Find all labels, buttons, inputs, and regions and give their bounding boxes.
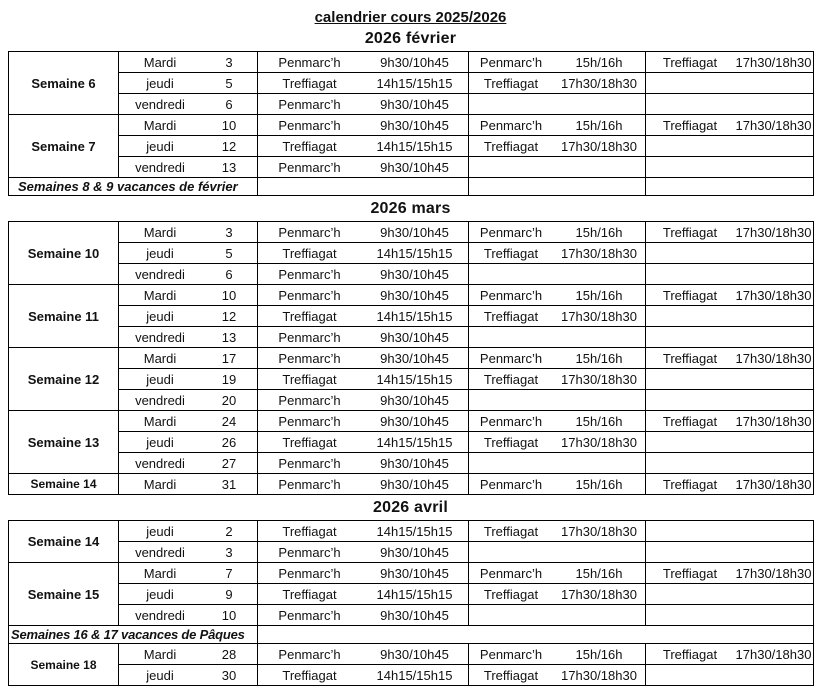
location-cell <box>646 432 734 453</box>
time-cell: 14h15/15h15 <box>361 521 469 542</box>
table-row <box>9 390 814 411</box>
table-row <box>9 432 814 453</box>
table-row <box>9 348 814 369</box>
location-cell <box>646 453 734 474</box>
day-cell: jeudi <box>119 136 201 157</box>
month-table <box>8 221 814 495</box>
day-cell: Mardi <box>119 474 201 495</box>
empty-cell <box>258 178 469 196</box>
location-cell: Treffiagat <box>258 432 361 453</box>
location-cell: Penmarc’h <box>258 390 361 411</box>
vacation-row <box>9 626 814 644</box>
time-cell: 17h30/18h30 <box>553 432 646 453</box>
location-cell: Penmarc’h <box>469 115 553 136</box>
date-cell: 6 <box>201 264 258 285</box>
location-cell: Treffiagat <box>646 348 734 369</box>
time-cell: 17h30/18h30 <box>734 285 814 306</box>
time-cell: 14h15/15h15 <box>361 432 469 453</box>
date-cell: 10 <box>201 605 258 626</box>
time-cell <box>734 521 814 542</box>
location-cell: Treffiagat <box>258 369 361 390</box>
table-row <box>9 521 814 542</box>
time-cell: 17h30/18h30 <box>734 222 814 243</box>
day-cell: Mardi <box>119 644 201 665</box>
day-cell: vendredi <box>119 453 201 474</box>
week-label-cell: Semaine 12 <box>9 348 119 411</box>
date-cell: 3 <box>201 52 258 73</box>
location-cell <box>469 94 553 115</box>
time-cell <box>734 605 814 626</box>
vacation-row <box>9 178 814 196</box>
time-cell: 17h30/18h30 <box>553 665 646 686</box>
location-cell: Treffiagat <box>646 644 734 665</box>
location-cell: Penmarc’h <box>258 563 361 584</box>
date-cell: 9 <box>201 584 258 605</box>
week-label-cell: Semaine 7 <box>9 115 119 178</box>
table-row <box>9 52 814 73</box>
day-cell: vendredi <box>119 390 201 411</box>
location-cell: Penmarc’h <box>469 411 553 432</box>
location-cell: Penmarc’h <box>258 157 361 178</box>
location-cell <box>646 306 734 327</box>
week-label-cell: Semaine 18 <box>9 644 119 686</box>
time-cell <box>734 542 814 563</box>
date-cell: 10 <box>201 285 258 306</box>
day-cell: vendredi <box>119 157 201 178</box>
location-cell: Treffiagat <box>646 222 734 243</box>
day-cell: jeudi <box>119 521 201 542</box>
time-cell: 9h30/10h45 <box>361 327 469 348</box>
table-row <box>9 136 814 157</box>
location-cell <box>646 73 734 94</box>
time-cell <box>734 432 814 453</box>
time-cell <box>553 327 646 348</box>
week-label-cell: Semaine 10 <box>9 222 119 285</box>
date-cell: 26 <box>201 432 258 453</box>
location-cell <box>469 327 553 348</box>
date-cell: 3 <box>201 222 258 243</box>
location-cell: Penmarc’h <box>258 542 361 563</box>
day-cell: Mardi <box>119 52 201 73</box>
day-cell: Mardi <box>119 115 201 136</box>
time-cell: 17h30/18h30 <box>553 136 646 157</box>
date-cell: 13 <box>201 157 258 178</box>
time-cell <box>553 264 646 285</box>
time-cell: 17h30/18h30 <box>553 243 646 264</box>
day-cell: jeudi <box>119 306 201 327</box>
table-row <box>9 369 814 390</box>
location-cell: Penmarc’h <box>469 52 553 73</box>
table-row <box>9 644 814 665</box>
day-cell: vendredi <box>119 327 201 348</box>
day-cell: Mardi <box>119 411 201 432</box>
time-cell: 9h30/10h45 <box>361 348 469 369</box>
time-cell: 9h30/10h45 <box>361 285 469 306</box>
location-cell: Treffiagat <box>258 521 361 542</box>
table-row <box>9 563 814 584</box>
time-cell <box>553 94 646 115</box>
location-cell <box>646 243 734 264</box>
table-row <box>9 327 814 348</box>
location-cell: Penmarc’h <box>469 285 553 306</box>
time-cell <box>734 369 814 390</box>
location-cell: Penmarc’h <box>258 453 361 474</box>
location-cell <box>469 264 553 285</box>
location-cell: Penmarc’h <box>258 474 361 495</box>
week-label-cell: Semaine 14 <box>9 474 119 495</box>
time-cell: 9h30/10h45 <box>361 264 469 285</box>
day-cell: Mardi <box>119 222 201 243</box>
time-cell <box>734 306 814 327</box>
time-cell: 15h/16h <box>553 563 646 584</box>
location-cell: Penmarc’h <box>258 285 361 306</box>
time-cell: 14h15/15h15 <box>361 306 469 327</box>
table-row <box>9 222 814 243</box>
time-cell <box>734 665 814 686</box>
empty-cell <box>469 178 646 196</box>
time-cell: 9h30/10h45 <box>361 52 469 73</box>
location-cell: Penmarc’h <box>258 348 361 369</box>
location-cell: Penmarc’h <box>258 52 361 73</box>
month-table <box>8 520 814 686</box>
vacation-note-cell: Semaines 8 & 9 vacances de février <box>9 178 258 196</box>
location-cell: Treffiagat <box>469 243 553 264</box>
week-label-cell: Semaine 13 <box>9 411 119 474</box>
day-cell: jeudi <box>119 73 201 94</box>
date-cell: 3 <box>201 542 258 563</box>
location-cell <box>646 136 734 157</box>
time-cell: 15h/16h <box>553 115 646 136</box>
location-cell <box>646 369 734 390</box>
location-cell: Penmarc’h <box>258 327 361 348</box>
location-cell: Treffiagat <box>646 563 734 584</box>
date-cell: 2 <box>201 521 258 542</box>
location-cell: Penmarc’h <box>258 411 361 432</box>
location-cell: Treffiagat <box>469 306 553 327</box>
location-cell: Treffiagat <box>469 73 553 94</box>
day-cell: jeudi <box>119 369 201 390</box>
time-cell: 17h30/18h30 <box>734 474 814 495</box>
date-cell: 24 <box>201 411 258 432</box>
month-heading: 2026 février <box>364 30 457 47</box>
location-cell <box>469 605 553 626</box>
location-cell <box>646 521 734 542</box>
time-cell: 17h30/18h30 <box>734 563 814 584</box>
time-cell: 17h30/18h30 <box>553 369 646 390</box>
time-cell: 9h30/10h45 <box>361 222 469 243</box>
table-row <box>9 157 814 178</box>
location-cell: Penmarc’h <box>469 222 553 243</box>
location-cell <box>469 542 553 563</box>
date-cell: 6 <box>201 94 258 115</box>
location-cell <box>646 157 734 178</box>
location-cell <box>646 542 734 563</box>
time-cell: 17h30/18h30 <box>734 644 814 665</box>
location-cell: Treffiagat <box>469 665 553 686</box>
time-cell: 14h15/15h15 <box>361 73 469 94</box>
day-cell: vendredi <box>119 542 201 563</box>
table-row <box>9 474 814 495</box>
time-cell <box>734 136 814 157</box>
location-cell <box>646 264 734 285</box>
time-cell: 17h30/18h30 <box>553 521 646 542</box>
location-cell <box>469 157 553 178</box>
day-cell: jeudi <box>119 584 201 605</box>
time-cell: 17h30/18h30 <box>553 306 646 327</box>
table-row <box>9 73 814 94</box>
time-cell <box>734 327 814 348</box>
location-cell: Penmarc’h <box>258 222 361 243</box>
time-cell: 15h/16h <box>553 285 646 306</box>
location-cell <box>469 390 553 411</box>
day-cell: jeudi <box>119 243 201 264</box>
location-cell: Treffiagat <box>646 411 734 432</box>
table-row <box>9 665 814 686</box>
table-row <box>9 411 814 432</box>
table-row <box>9 584 814 605</box>
location-cell: Treffiagat <box>469 136 553 157</box>
location-cell: Treffiagat <box>646 285 734 306</box>
day-cell: vendredi <box>119 264 201 285</box>
table-row <box>9 285 814 306</box>
location-cell: Treffiagat <box>646 52 734 73</box>
location-cell: Treffiagat <box>258 306 361 327</box>
time-cell <box>734 453 814 474</box>
month-sections-container <box>8 30 823 686</box>
time-cell: 15h/16h <box>553 222 646 243</box>
time-cell: 17h30/18h30 <box>553 73 646 94</box>
week-label-cell: Semaine 14 <box>9 521 119 563</box>
time-cell: 9h30/10h45 <box>361 542 469 563</box>
time-cell: 14h15/15h15 <box>361 243 469 264</box>
date-cell: 12 <box>201 136 258 157</box>
location-cell: Penmarc’h <box>469 348 553 369</box>
location-cell <box>646 94 734 115</box>
time-cell <box>553 157 646 178</box>
time-cell: 15h/16h <box>553 411 646 432</box>
location-cell: Treffiagat <box>258 136 361 157</box>
date-cell: 13 <box>201 327 258 348</box>
location-cell: Treffiagat <box>469 369 553 390</box>
date-cell: 17 <box>201 348 258 369</box>
date-cell: 10 <box>201 115 258 136</box>
week-label-cell: Semaine 11 <box>9 285 119 348</box>
location-cell: Treffiagat <box>258 665 361 686</box>
week-label-cell: Semaine 15 <box>9 563 119 626</box>
time-cell: 14h15/15h15 <box>361 136 469 157</box>
empty-cell <box>258 626 814 644</box>
location-cell: Treffiagat <box>258 73 361 94</box>
time-cell: 17h30/18h30 <box>734 411 814 432</box>
time-cell: 9h30/10h45 <box>361 115 469 136</box>
time-cell: 9h30/10h45 <box>361 644 469 665</box>
time-cell: 9h30/10h45 <box>361 94 469 115</box>
date-cell: 12 <box>201 306 258 327</box>
date-cell: 30 <box>201 665 258 686</box>
time-cell: 17h30/18h30 <box>734 115 814 136</box>
location-cell <box>646 584 734 605</box>
location-cell: Treffiagat <box>258 243 361 264</box>
time-cell: 17h30/18h30 <box>734 348 814 369</box>
table-row <box>9 453 814 474</box>
vacation-note-cell: Semaines 16 & 17 vacances de Pâques <box>9 626 258 644</box>
time-cell <box>553 453 646 474</box>
location-cell: Penmarc’h <box>258 94 361 115</box>
time-cell: 9h30/10h45 <box>361 563 469 584</box>
location-cell: Treffiagat <box>646 474 734 495</box>
location-cell: Treffiagat <box>646 115 734 136</box>
time-cell: 14h15/15h15 <box>361 369 469 390</box>
time-cell <box>734 73 814 94</box>
time-cell <box>553 390 646 411</box>
time-cell <box>734 390 814 411</box>
time-cell: 15h/16h <box>553 348 646 369</box>
time-cell: 9h30/10h45 <box>361 474 469 495</box>
time-cell: 15h/16h <box>553 52 646 73</box>
time-cell: 17h30/18h30 <box>553 584 646 605</box>
time-cell: 17h30/18h30 <box>734 52 814 73</box>
time-cell: 9h30/10h45 <box>361 605 469 626</box>
location-cell: Penmarc’h <box>469 644 553 665</box>
location-cell: Treffiagat <box>258 584 361 605</box>
table-row <box>9 306 814 327</box>
time-cell: 14h15/15h15 <box>361 584 469 605</box>
month-heading: 2026 mars <box>370 200 451 217</box>
location-cell <box>646 665 734 686</box>
table-row <box>9 542 814 563</box>
time-cell: 9h30/10h45 <box>361 453 469 474</box>
month-table <box>8 51 814 196</box>
page-title: calendrier cours 2025/2026 <box>314 9 507 26</box>
time-cell: 9h30/10h45 <box>361 411 469 432</box>
time-cell: 9h30/10h45 <box>361 390 469 411</box>
date-cell: 27 <box>201 453 258 474</box>
table-row <box>9 115 814 136</box>
time-cell <box>734 94 814 115</box>
location-cell: Treffiagat <box>469 584 553 605</box>
time-cell: 9h30/10h45 <box>361 157 469 178</box>
location-cell <box>646 327 734 348</box>
day-cell: jeudi <box>119 432 201 453</box>
table-row <box>9 264 814 285</box>
location-cell: Penmarc’h <box>258 644 361 665</box>
location-cell <box>469 453 553 474</box>
location-cell: Penmarc’h <box>258 115 361 136</box>
location-cell: Penmarc’h <box>258 605 361 626</box>
time-cell <box>734 584 814 605</box>
location-cell: Penmarc’h <box>469 474 553 495</box>
day-cell: jeudi <box>119 665 201 686</box>
time-cell <box>734 243 814 264</box>
week-label-cell: Semaine 6 <box>9 52 119 115</box>
time-cell <box>734 157 814 178</box>
location-cell <box>646 390 734 411</box>
month-heading: 2026 avril <box>373 499 448 516</box>
empty-cell <box>646 178 814 196</box>
day-cell: Mardi <box>119 563 201 584</box>
location-cell: Treffiagat <box>469 521 553 542</box>
date-cell: 19 <box>201 369 258 390</box>
day-cell: vendredi <box>119 605 201 626</box>
location-cell: Treffiagat <box>469 432 553 453</box>
date-cell: 20 <box>201 390 258 411</box>
time-cell <box>553 605 646 626</box>
time-cell <box>553 542 646 563</box>
location-cell <box>646 605 734 626</box>
date-cell: 31 <box>201 474 258 495</box>
day-cell: vendredi <box>119 94 201 115</box>
day-cell: Mardi <box>119 348 201 369</box>
day-cell: Mardi <box>119 285 201 306</box>
location-cell: Penmarc’h <box>258 264 361 285</box>
time-cell: 14h15/15h15 <box>361 665 469 686</box>
location-cell: Penmarc’h <box>469 563 553 584</box>
time-cell <box>734 264 814 285</box>
table-row <box>9 605 814 626</box>
time-cell: 15h/16h <box>553 474 646 495</box>
time-cell: 15h/16h <box>553 644 646 665</box>
date-cell: 5 <box>201 243 258 264</box>
table-row <box>9 243 814 264</box>
table-row <box>9 94 814 115</box>
date-cell: 28 <box>201 644 258 665</box>
date-cell: 7 <box>201 563 258 584</box>
date-cell: 5 <box>201 73 258 94</box>
